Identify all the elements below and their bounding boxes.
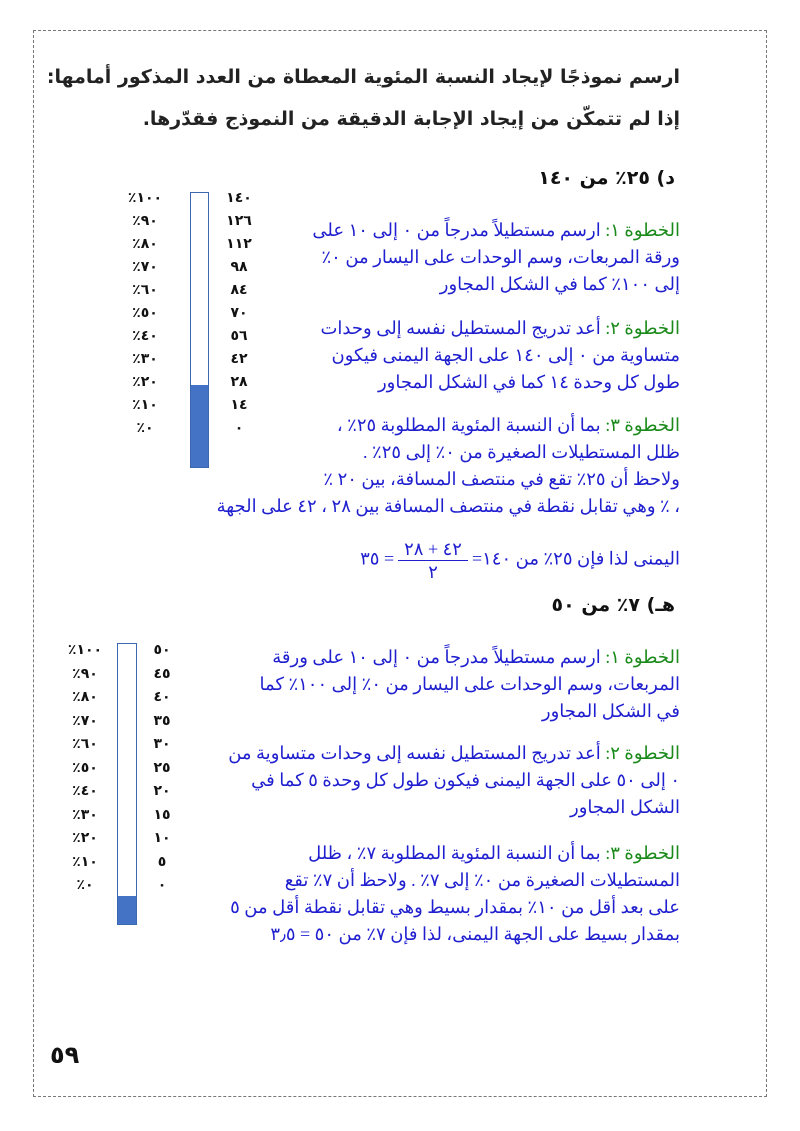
- fraction: [398, 538, 468, 583]
- value-label: ٢٠: [153, 783, 171, 799]
- step-text: المستطيلات الصغيرة من ٠٪ إلى ٧٪ . ولاحظ أن ٧٪ تقع: [284, 870, 680, 890]
- step-text: بما أن النسبة المئوية المطلوبة ٧٪ ، ظلل: [308, 843, 601, 863]
- value-label: ٨٤: [230, 282, 248, 298]
- step-text: الشكل المجاور: [570, 797, 680, 817]
- percent-label: ٪٨٠: [132, 236, 158, 252]
- fraction-numerator: ٤٢ + ٢٨: [398, 538, 468, 561]
- part-h-percent-bar: [117, 643, 137, 925]
- value-label: ١٠: [153, 830, 171, 846]
- value-label: ١٥: [153, 806, 171, 823]
- percent-label: ٪١٠٠: [127, 190, 163, 206]
- percent-label: ٪٨٠: [72, 689, 98, 705]
- step-label: الخطوة ٣:: [605, 843, 680, 863]
- value-label: ٥٠: [153, 642, 171, 658]
- step-text: طول كل وحدة ١٤ كما في الشكل المجاور: [377, 372, 680, 392]
- percent-label: ٪٣٠: [132, 351, 158, 367]
- value-label: ١٤: [230, 397, 248, 413]
- percent-label: ٪٧٠: [132, 259, 158, 275]
- step-text: ظلل المستطيلات الصغيرة من ٠٪ إلى ٢٥٪ .: [363, 442, 680, 462]
- value-label: ١١٢: [226, 236, 252, 252]
- step-text: إلى ١٠٠٪ كما في الشكل المجاور: [439, 274, 680, 294]
- step-text: في الشكل المجاور: [541, 701, 680, 721]
- value-label: ٥٦: [230, 328, 248, 344]
- percent-label: ٪٥٠: [72, 759, 98, 776]
- step-text: ورقة المربعات، وسم الوحدات على اليسار من ٠٪: [321, 247, 680, 267]
- percent-label: ٪٦٠: [72, 736, 98, 752]
- step-text: أعد تدريج المستطيل نفسه إلى وحدات متساوية من: [228, 743, 601, 763]
- percent-label: ٪٣٠: [72, 806, 98, 823]
- part-h-step-2: [210, 740, 680, 821]
- value-label: ٤٥: [153, 665, 171, 682]
- step-label: الخطوة ٣:: [605, 415, 680, 435]
- instruction-line-1: ارسم نموذجًا لإيجاد النسبة المئوية المعطاة من العدد المذكور أمامها:: [46, 66, 680, 88]
- value-label: ٤٠: [153, 689, 171, 705]
- percent-label: ٪١٠: [132, 397, 158, 413]
- final-prefix: اليمنى لذا فإن ٢٥٪ من ١٤٠=: [471, 548, 680, 569]
- value-label: ٢٥: [153, 759, 171, 776]
- value-label: ٠: [234, 420, 244, 436]
- step-text: على بعد أقل من ١٠٪ بمقدار بسيط وهي تقابل نقطة أقل من ٥: [230, 897, 680, 917]
- percent-label: ٪٠: [136, 420, 154, 436]
- percent-label: ٪٦٠: [132, 282, 158, 298]
- part-h-step-3: [200, 840, 680, 948]
- instruction-line-2: إذا لم تتمكّن من إيجاد الإجابة الدقيقة من النموذج فقدّرها.: [142, 108, 680, 130]
- page-number: ٥٩: [50, 1041, 80, 1069]
- percent-label: ٪٢٠: [72, 830, 98, 846]
- part-h-title: هـ) ٧٪ من ٥٠: [551, 594, 675, 616]
- step-text: ارسم مستطيلاً مدرجاً من ٠ إلى ١٠ على ورقة: [272, 647, 601, 667]
- value-label: ٩٨: [230, 259, 248, 275]
- part-d-final-answer: [120, 538, 680, 583]
- percent-label: ٪٧٠: [72, 712, 98, 729]
- fraction-denominator: ٢: [428, 562, 438, 582]
- value-label: ٢٨: [230, 374, 248, 390]
- step-text: متساوية من ٠ إلى ١٤٠ على الجهة اليمنى فيكون: [331, 345, 680, 365]
- step-label: الخطوة ١:: [605, 647, 680, 667]
- final-result: = ٣٥: [360, 548, 395, 569]
- percent-label: ٪١٠٠: [67, 642, 103, 658]
- part-h-step-1: [210, 644, 680, 725]
- percent-label: ٪٥٠: [132, 305, 158, 321]
- step-text: بما أن النسبة المئوية المطلوبة ٢٥٪ ،: [336, 415, 601, 435]
- percent-label: ٪٩٠: [132, 213, 158, 229]
- part-d-step-3: [140, 412, 680, 520]
- value-label: ١٤٠: [226, 190, 252, 206]
- value-label: ٤٢: [230, 351, 248, 367]
- value-label: ٠: [157, 877, 167, 893]
- step-text: المربعات، وسم الوحدات على اليسار من ٠٪ إلى ١٠٠٪ كما: [259, 674, 680, 694]
- part-d-step-2: [260, 315, 680, 396]
- step-text: أعد تدريج المستطيل نفسه إلى وحدات: [320, 318, 601, 338]
- percent-label: ٪٤٠: [72, 783, 98, 799]
- step-label: الخطوة ١:: [605, 220, 680, 240]
- value-label: ٣٥: [153, 712, 171, 729]
- part-d-title: د) ٢٥٪ من ١٤٠: [538, 167, 675, 189]
- step-label: الخطوة ٢:: [605, 318, 680, 338]
- percent-label: ٪١٠: [72, 853, 98, 870]
- part-d-step-1: [260, 217, 680, 298]
- percent-label: ٪٢٠: [132, 374, 158, 390]
- value-label: ٥: [157, 853, 167, 870]
- step-text: ، ٪ وهي تقابل نقطة في منتصف المسافة بين ٢٨ ، ٤٢ على الجهة: [216, 496, 680, 516]
- value-label: ١٢٦: [226, 213, 252, 229]
- step-text: ارسم مستطيلاً مدرجاً من ٠ إلى ١٠ على: [312, 220, 601, 240]
- part-h-shaded-area: [118, 896, 136, 924]
- step-text: ٠ إلى ٥٠ على الجهة اليمنى فيكون طول كل وحدة ٥ كما في: [251, 770, 680, 790]
- percent-label: ٪٤٠: [132, 328, 158, 344]
- step-text: ولاحظ أن ٢٥٪ تقع في منتصف المسافة، بين ٢٠ ٪: [323, 469, 680, 489]
- value-label: ٣٠: [153, 736, 171, 752]
- final-answer: بمقدار بسيط على الجهة اليمنى، لذا فإن ٧٪ من ٥٠ = ٣٫٥: [270, 924, 680, 944]
- step-label: الخطوة ٢:: [605, 743, 680, 763]
- percent-label: ٪٠: [76, 877, 94, 893]
- value-label: ٧٠: [230, 305, 248, 321]
- percent-label: ٪٩٠: [72, 665, 98, 682]
